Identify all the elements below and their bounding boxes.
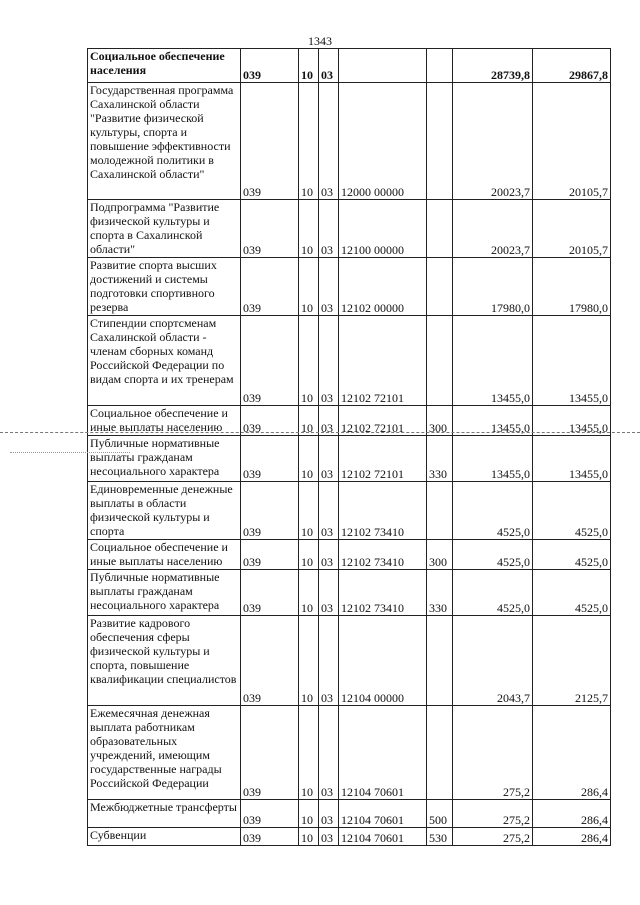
cell-rz: 10 — [299, 316, 319, 406]
cell-vr — [427, 49, 453, 83]
cell-pr: 03 — [319, 406, 339, 436]
cell-vr — [427, 706, 453, 800]
table-row — [88, 83, 611, 200]
cell-sum2: 13455,0 — [533, 316, 611, 406]
cell-sum1: 13455,0 — [453, 436, 533, 482]
cell-ved: 039 — [241, 258, 299, 316]
cell-sum2: 29867,8 — [533, 49, 611, 83]
cell-rz: 10 — [299, 436, 319, 482]
cell-vr: 500 — [427, 800, 453, 828]
cell-csr: 12102 73410 — [339, 570, 427, 616]
cell-ved: 039 — [241, 200, 299, 258]
cell-sum1: 275,2 — [453, 706, 533, 800]
cell-csr: 12104 70601 — [339, 706, 427, 800]
cell-sum1: 13455,0 — [453, 406, 533, 436]
cell-ved: 039 — [241, 83, 299, 200]
cell-vr: 530 — [427, 828, 453, 846]
table-row — [88, 200, 611, 258]
cell-csr — [339, 49, 427, 83]
cell-name: Публичные нормативные выплаты гражданам несоциального характера — [88, 436, 241, 482]
table-row — [88, 828, 611, 846]
scan-artifact-line — [0, 432, 640, 433]
cell-sum2: 4525,0 — [533, 570, 611, 616]
cell-csr: 12102 00000 — [339, 258, 427, 316]
cell-ved: 039 — [241, 706, 299, 800]
cell-vr — [427, 258, 453, 316]
cell-pr: 03 — [319, 436, 339, 482]
cell-csr: 12102 73410 — [339, 482, 427, 540]
table-row — [88, 616, 611, 706]
cell-pr: 03 — [319, 570, 339, 616]
cell-pr: 03 — [319, 316, 339, 406]
cell-rz: 10 — [299, 540, 319, 570]
cell-ved: 039 — [241, 49, 299, 83]
cell-sum1: 20023,7 — [453, 200, 533, 258]
cell-name: Социальное обеспечение населения — [88, 49, 241, 83]
cell-sum1: 4525,0 — [453, 482, 533, 540]
cell-csr: 12104 70601 — [339, 828, 427, 846]
cell-sum1: 4525,0 — [453, 570, 533, 616]
cell-sum2: 286,4 — [533, 800, 611, 828]
table-row — [88, 540, 611, 570]
cell-sum1: 13455,0 — [453, 316, 533, 406]
cell-name: Развитие кадрового обеспечения сферы физической культуры и спорта, повышение квалификации специалистов — [88, 616, 241, 706]
cell-name: Подпрограмма "Развитие физической культуры и спорта в Сахалинской области" — [88, 200, 241, 258]
scan-artifact-dots — [10, 452, 130, 453]
cell-sum2: 286,4 — [533, 706, 611, 800]
table-row — [88, 482, 611, 540]
cell-sum2: 13455,0 — [533, 436, 611, 482]
cell-vr: 330 — [427, 570, 453, 616]
cell-pr: 03 — [319, 49, 339, 83]
cell-ved: 039 — [241, 316, 299, 406]
cell-pr: 03 — [319, 482, 339, 540]
cell-sum1: 28739,8 — [453, 49, 533, 83]
cell-csr: 12102 72101 — [339, 406, 427, 436]
cell-rz: 10 — [299, 406, 319, 436]
cell-name: Единовременные денежные выплаты в области физической культуры и спорта — [88, 482, 241, 540]
cell-ved: 039 — [241, 482, 299, 540]
cell-pr: 03 — [319, 200, 339, 258]
cell-rz: 10 — [299, 83, 319, 200]
cell-name: Стипендии спортсменам Сахалинской области - членам сборных команд Российской Федерации по видам спорта и их тренерам — [88, 316, 241, 406]
cell-rz: 10 — [299, 800, 319, 828]
cell-pr: 03 — [319, 540, 339, 570]
cell-vr — [427, 200, 453, 258]
cell-sum2: 17980,0 — [533, 258, 611, 316]
cell-vr — [427, 316, 453, 406]
table-row — [88, 800, 611, 828]
cell-sum1: 20023,7 — [453, 83, 533, 200]
cell-csr: 12102 72101 — [339, 316, 427, 406]
cell-ved: 039 — [241, 436, 299, 482]
cell-ved: 039 — [241, 828, 299, 846]
cell-csr: 12104 00000 — [339, 616, 427, 706]
table-body — [88, 49, 611, 846]
cell-sum1: 275,2 — [453, 828, 533, 846]
cell-rz: 10 — [299, 482, 319, 540]
cell-pr: 03 — [319, 83, 339, 200]
cell-vr: 330 — [427, 436, 453, 482]
cell-vr — [427, 83, 453, 200]
cell-ved: 039 — [241, 570, 299, 616]
cell-rz: 10 — [299, 258, 319, 316]
cell-ved: 039 — [241, 800, 299, 828]
page-number: 1343 — [308, 34, 332, 48]
cell-rz: 10 — [299, 706, 319, 800]
cell-vr — [427, 616, 453, 706]
cell-name: Социальное обеспечение и иные выплаты населению — [88, 540, 241, 570]
cell-ved: 039 — [241, 616, 299, 706]
cell-pr: 03 — [319, 616, 339, 706]
cell-vr: 300 — [427, 540, 453, 570]
cell-sum2: 4525,0 — [533, 482, 611, 540]
cell-csr: 12104 70601 — [339, 800, 427, 828]
cell-sum2: 13455,0 — [533, 406, 611, 436]
table-row — [88, 49, 611, 83]
cell-rz: 10 — [299, 200, 319, 258]
table-row — [88, 706, 611, 800]
cell-name: Публичные нормативные выплаты гражданам несоциального характера — [88, 570, 241, 616]
cell-csr: 12102 73410 — [339, 540, 427, 570]
cell-pr: 03 — [319, 706, 339, 800]
cell-sum1: 17980,0 — [453, 258, 533, 316]
cell-sum1: 2043,7 — [453, 616, 533, 706]
table-row — [88, 436, 611, 482]
cell-rz: 10 — [299, 49, 319, 83]
cell-name: Государственная программа Сахалинской области "Развитие физической культуры, спорта и повышение эффективности молодежной политики в Сахалинской области" — [88, 83, 241, 200]
cell-vr: 300 — [427, 406, 453, 436]
cell-name: Развитие спорта высших достижений и системы подготовки спортивного резерва — [88, 258, 241, 316]
cell-rz: 10 — [299, 570, 319, 616]
cell-csr: 12100 00000 — [339, 200, 427, 258]
cell-pr: 03 — [319, 258, 339, 316]
table-row — [88, 258, 611, 316]
cell-name: Социальное обеспечение и иные выплаты населению — [88, 406, 241, 436]
cell-sum2: 2125,7 — [533, 616, 611, 706]
cell-name: Ежемесячная денежная выплата работникам образовательных учреждений, имеющим государственные награды Российской Федерации — [88, 706, 241, 800]
budget-table — [87, 48, 611, 846]
cell-sum2: 4525,0 — [533, 540, 611, 570]
cell-name: Межбюджетные трансферты — [88, 800, 241, 828]
table-row — [88, 406, 611, 436]
cell-pr: 03 — [319, 800, 339, 828]
table-row — [88, 316, 611, 406]
cell-ved: 039 — [241, 406, 299, 436]
cell-sum1: 4525,0 — [453, 540, 533, 570]
cell-sum2: 20105,7 — [533, 83, 611, 200]
cell-csr: 12000 00000 — [339, 83, 427, 200]
cell-sum2: 20105,7 — [533, 200, 611, 258]
cell-csr: 12102 72101 — [339, 436, 427, 482]
table-row — [88, 570, 611, 616]
cell-ved: 039 — [241, 540, 299, 570]
cell-rz: 10 — [299, 616, 319, 706]
cell-sum1: 275,2 — [453, 800, 533, 828]
cell-rz: 10 — [299, 828, 319, 846]
cell-vr — [427, 482, 453, 540]
cell-pr: 03 — [319, 828, 339, 846]
cell-sum2: 286,4 — [533, 828, 611, 846]
cell-name: Субвенции — [88, 828, 241, 846]
